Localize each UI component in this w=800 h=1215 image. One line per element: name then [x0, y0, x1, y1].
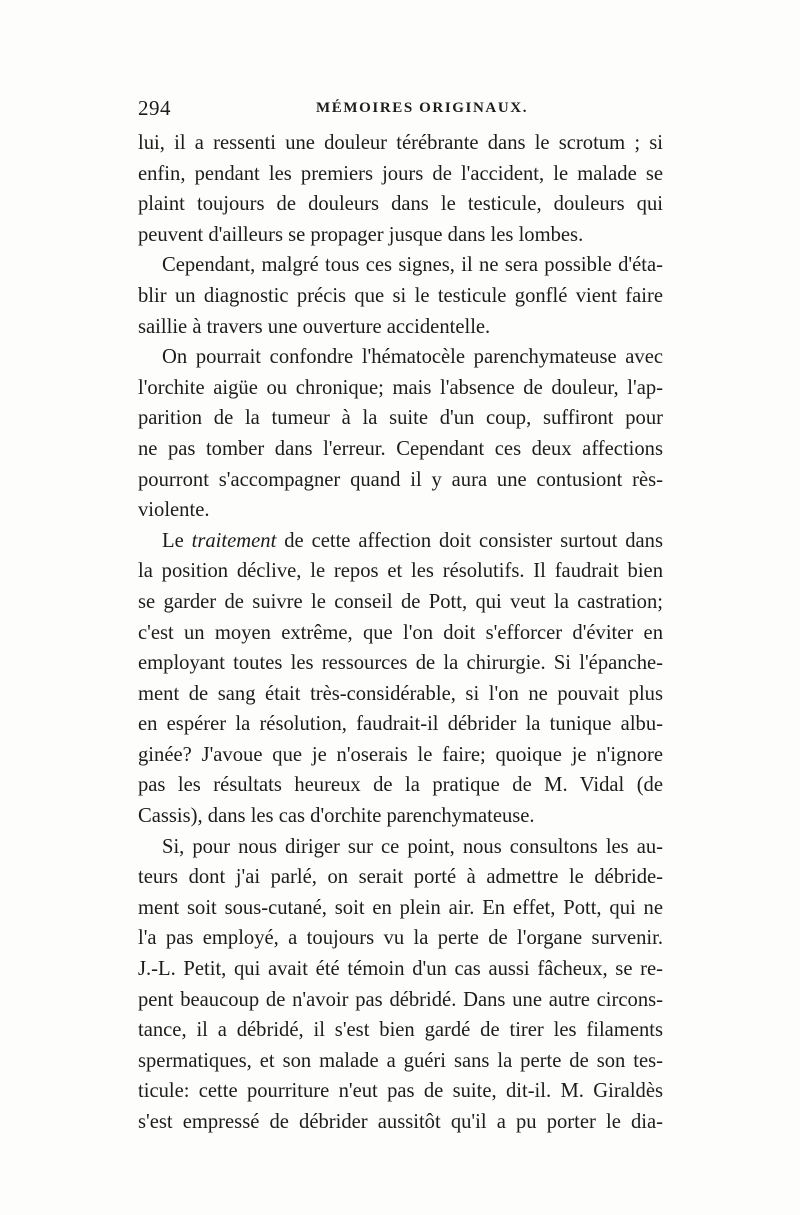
- text-line: pent beaucoup de n'avoir pas débridé. Dans une autre circons-: [138, 988, 663, 1011]
- text-line: ne pas tomber dans l'erreur. Cependant ces deux affections: [138, 437, 663, 460]
- text-line: employant toutes les ressources de la chirurgie. Si l'épanche-: [138, 652, 663, 675]
- text-line: peuvent d'ailleurs se propager jusque dans les lombes.: [138, 223, 584, 246]
- text-line: Si, pour nous diriger sur ce point, nous consultons les au-: [162, 835, 663, 858]
- body-text: [138, 128, 663, 1138]
- text-line: enfin, pendant les premiers jours de l'accident, le malade se: [138, 162, 663, 185]
- text-line: ment soit sous-cutané, soit en plein air. En effet, Pott, qui ne: [138, 896, 663, 919]
- text-line: saillie à travers une ouverture accidentelle.: [138, 315, 491, 338]
- text-line: Cassis), dans les cas d'orchite parenchymateuse.: [138, 805, 535, 828]
- text-line: l'orchite aigüe ou chronique; mais l'absence de douleur, l'ap-: [138, 376, 663, 399]
- text-line: teurs dont j'ai parlé, on serait porté à admettre le débride-: [138, 866, 663, 889]
- text-line: violente.: [138, 499, 210, 522]
- text-fragment: Le: [162, 529, 192, 552]
- text-line: ginée? J'avoue que je n'oserais le faire; quoique je n'ignore: [138, 743, 663, 766]
- text-line: lui, il a ressenti une douleur térébrante dans le scrotum ; si: [138, 132, 663, 154]
- text-line: en espérer la résolution, faudrait-il débrider la tunique albu-: [138, 713, 663, 736]
- text-line: pourront s'accompagner quand il y aura une contusiont rès-: [138, 468, 663, 491]
- text-line: se garder de suivre le conseil de Pott, qui veut la castration;: [138, 590, 663, 613]
- text-line-with-emphasis: [138, 526, 663, 557]
- text-line: spermatiques, et son malade a guéri sans la perte de son tes-: [138, 1049, 663, 1072]
- page-number: 294: [138, 96, 171, 120]
- text-line: On pourrait confondre l'hématocèle parenchymateuse avec: [162, 346, 663, 369]
- text-line: plaint toujours de douleurs dans le testicule, douleurs qui: [138, 193, 663, 216]
- text-line: J.-L. Petit, qui avait été témoin d'un cas aussi fâcheux, se re-: [138, 958, 663, 981]
- running-head: [138, 96, 663, 122]
- text-line: Cependant, malgré tous ces signes, il ne sera possible d'éta-: [162, 254, 663, 277]
- text-line: la position déclive, le repos et les résolutifs. Il faudrait bien: [138, 560, 663, 583]
- text-line: l'a pas employé, a toujours vu la perte de l'organe survenir.: [138, 927, 663, 950]
- text-line: pas les résultats heureux de la pratique de M. Vidal (de: [138, 774, 663, 797]
- header-title: MÉMOIRES ORIGINAUX.: [316, 100, 529, 116]
- text-fragment: de cette affection doit consister surtout dans: [284, 529, 663, 552]
- text-line: ticule: cette pourriture n'eut pas de suite, dit-il. M. Giraldès: [138, 1080, 663, 1103]
- text-line: parition de la tumeur à la suite d'un coup, suffiront pour: [138, 407, 663, 430]
- text-line: tance, il a débridé, il s'est bien gardé de tirer les filaments: [138, 1019, 663, 1042]
- emphasized-word: traitement: [191, 529, 277, 552]
- text-line: c'est un moyen extrême, que l'on doit s'efforcer d'éviter en: [138, 621, 663, 644]
- text-line: s'est empressé de débrider aussitôt qu'il a pu porter le dia-: [138, 1111, 663, 1133]
- text-line: blir un diagnostic précis que si le testicule gonflé vient faire: [138, 284, 663, 307]
- text-line: ment de sang était très-considérable, si l'on ne pouvait plus: [138, 682, 663, 705]
